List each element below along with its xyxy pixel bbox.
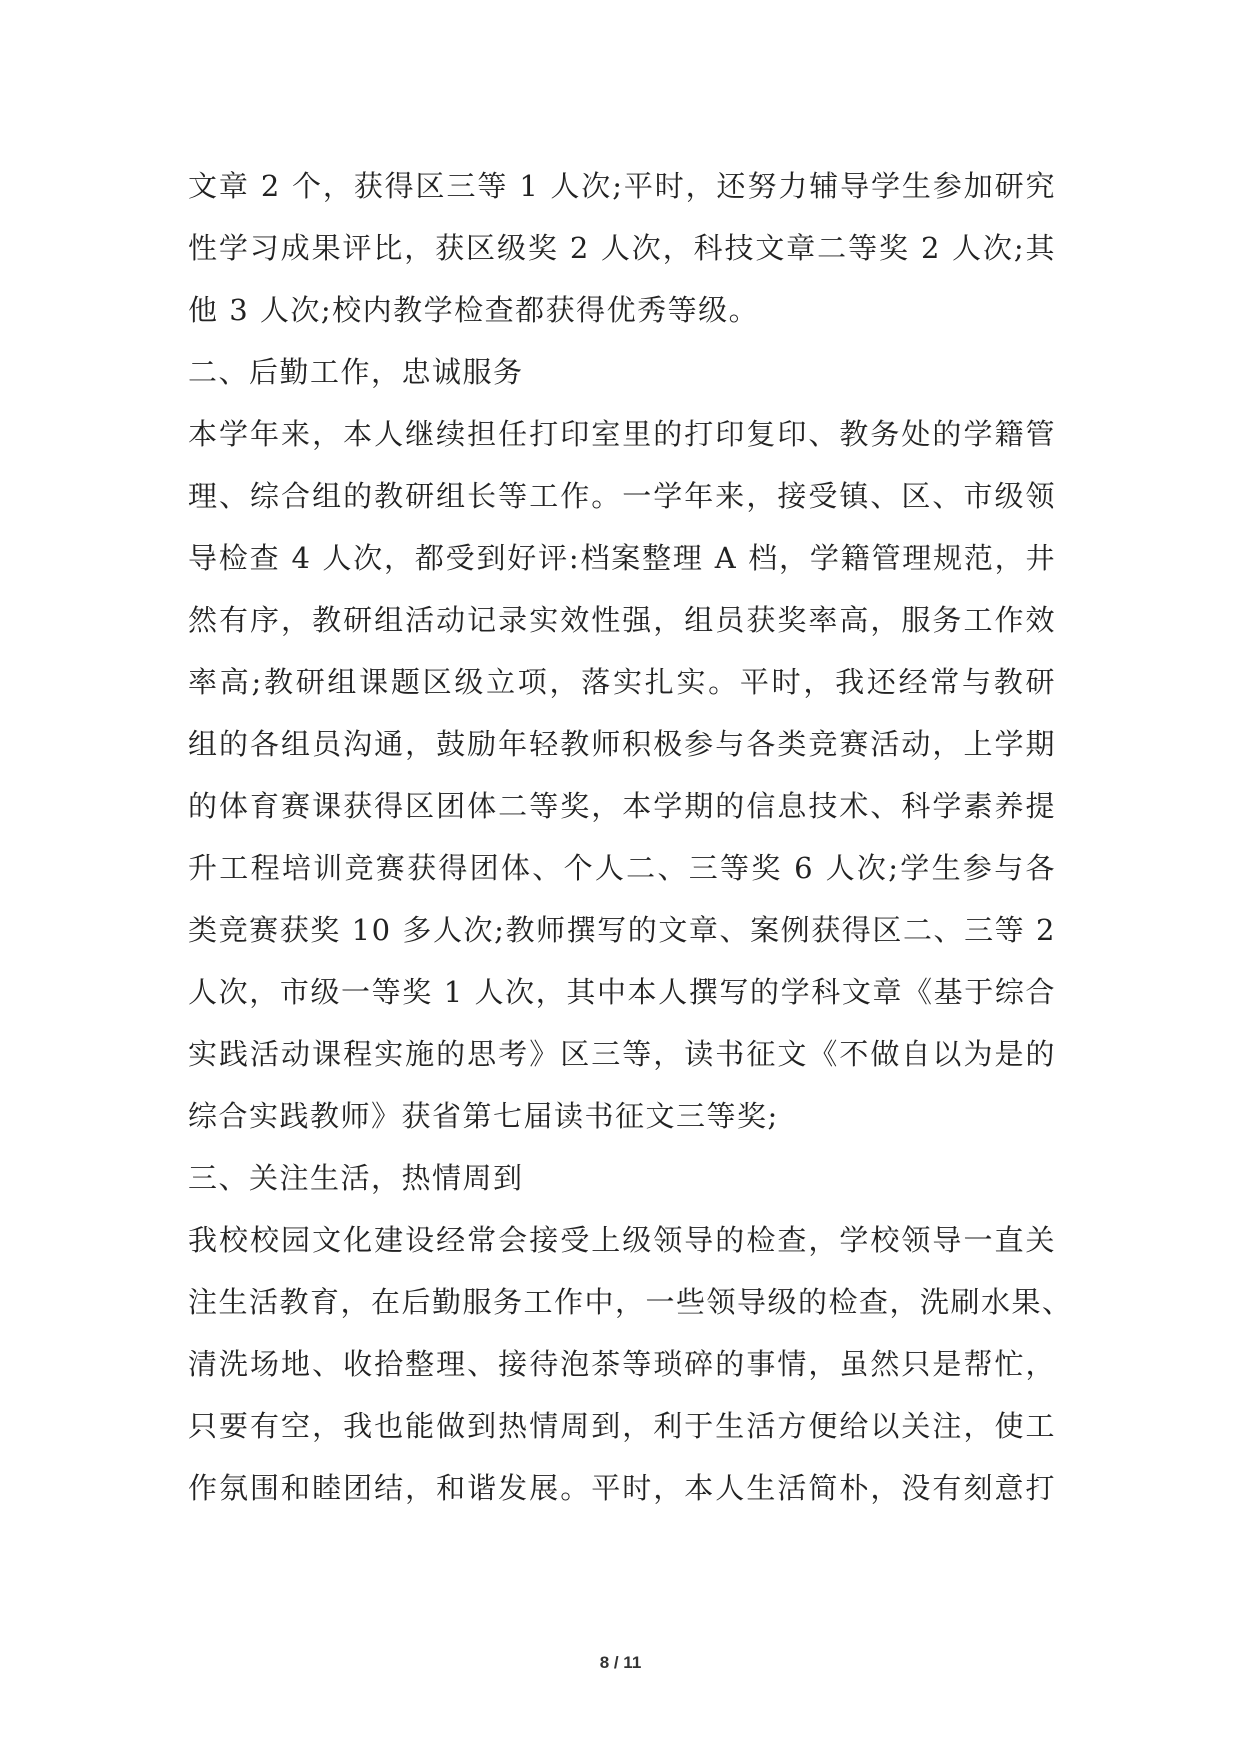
text-line: 注生活教育，在后勤服务工作中，一些领导级的检查，洗刷水果、 bbox=[188, 1285, 1073, 1319]
text-line: 实践活动课程实施的思考》区三等，读书征文《不做自以为是的 bbox=[188, 1037, 1056, 1071]
section-heading: 二、后勤工作，忠诚服务 bbox=[188, 355, 524, 389]
text-line: 本学年来，本人继续担任打印室里的打印复印、教务处的学籍管 bbox=[188, 417, 1056, 451]
text-line: 文章 2 个，获得区三等 1 人次;平时，还努力辅导学生参加研究 bbox=[188, 169, 1056, 203]
text-line: 人次，市级一等奖 1 人次，其中本人撰写的学科文章《基于综合 bbox=[188, 975, 1056, 1009]
text-line: 升工程培训竞赛获得团体、个人二、三等奖 6 人次;学生参与各 bbox=[188, 851, 1056, 885]
document-body bbox=[188, 155, 1073, 1519]
text-line: 他 3 人次;校内教学检查都获得优秀等级。 bbox=[188, 293, 760, 327]
text-line: 我校校园文化建设经常会接受上级领导的检查，学校领导一直关 bbox=[188, 1223, 1056, 1257]
section-heading: 三、关注生活，热情周到 bbox=[188, 1161, 524, 1195]
text-line: 综合实践教师》获省第七届读书征文三等奖; bbox=[188, 1099, 779, 1133]
text-line: 的体育赛课获得区团体二等奖，本学期的信息技术、科学素养提 bbox=[188, 789, 1056, 823]
page-number: 8 / 11 bbox=[599, 1653, 642, 1672]
text-line: 然有序，教研组活动记录实效性强，组员获奖率高，服务工作效 bbox=[188, 603, 1056, 637]
text-line: 清洗场地、收拾整理、接待泡茶等琐碎的事情，虽然只是帮忙， bbox=[188, 1347, 1056, 1381]
text-line: 理、综合组的教研组长等工作。一学年来，接受镇、区、市级领 bbox=[188, 479, 1056, 513]
text-line: 率高;教研组课题区级立项，落实扎实。平时，我还经常与教研 bbox=[188, 665, 1056, 699]
text-line: 作氛围和睦团结，和谐发展。平时，本人生活简朴，没有刻意打 bbox=[188, 1471, 1056, 1505]
text-line: 组的各组员沟通，鼓励年轻教师积极参与各类竞赛活动，上学期 bbox=[188, 727, 1056, 761]
text-line: 只要有空，我也能做到热情周到，利于生活方便给以关注，使工 bbox=[188, 1409, 1056, 1443]
text-line: 类竞赛获奖 10 多人次;教师撰写的文章、案例获得区二、三等 2 bbox=[188, 913, 1056, 947]
text-line: 导检查 4 人次，都受到好评:档案整理 A 档，学籍管理规范，井 bbox=[188, 541, 1056, 575]
text-line: 性学习成果评比，获区级奖 2 人次，科技文章二等奖 2 人次;其 bbox=[188, 231, 1056, 265]
